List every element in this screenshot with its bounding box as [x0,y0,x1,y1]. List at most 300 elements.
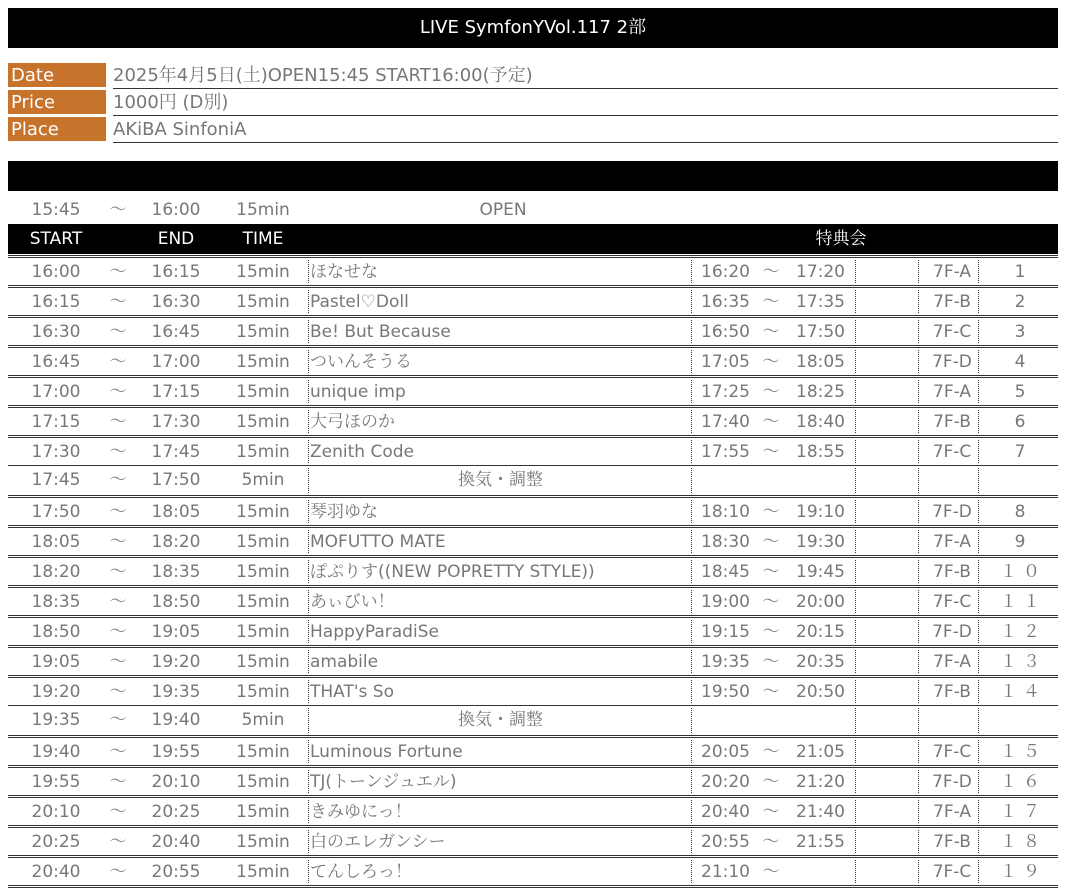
cell-room: 7F-B [933,682,971,702]
column-divider [978,260,979,283]
column-divider [978,680,979,703]
cell-time: 15min [236,772,290,792]
column-divider [308,830,309,853]
column-divider [918,500,919,523]
cell-start: 18:20 [31,562,81,582]
cell-time: 5min [241,470,285,490]
cell-tokuten-end: 19:10 [796,502,845,522]
cell-number: １５ [1000,742,1046,762]
table-row [8,255,1058,285]
cell-tilde: ～ [109,652,127,672]
cell-tokuten-tilde: ～ [762,682,780,702]
cell-tokuten-start: 20:05 [701,742,750,762]
cell-start: 16:00 [31,262,81,282]
cell-start: 16:45 [31,352,81,372]
cell-tilde: ～ [109,742,127,762]
cell-number: １７ [1000,802,1046,822]
column-divider [978,650,979,673]
cell-tokuten-end: 20:15 [796,622,845,642]
table-row [8,585,1058,615]
cell-room: 7F-A [933,382,971,402]
column-divider [308,680,309,703]
cell-tilde: ～ [109,832,127,852]
open-end: 16:00 [151,200,201,220]
cell-number: １２ [1000,622,1046,642]
cell-tokuten-tilde: ～ [762,772,780,792]
column-divider [691,380,692,403]
column-divider [691,650,692,673]
column-divider [691,830,692,853]
cell-number: 5 [1014,382,1032,402]
cell-tokuten-start: 16:35 [701,292,750,312]
cell-end: 19:55 [151,742,201,762]
cell-start: 19:35 [31,710,81,730]
table-row [8,315,1058,345]
column-divider [978,740,979,763]
cell-number: 1 [1014,262,1032,282]
cell-end: 20:55 [151,862,201,882]
column-divider [978,560,979,583]
column-divider [308,290,309,313]
column-divider [691,468,692,493]
cell-tokuten-start: 17:05 [701,352,750,372]
cell-artist: 琴羽ゆな [310,502,378,522]
cell-start: 20:10 [31,802,81,822]
header-start: START [29,229,83,249]
cell-tokuten-start: 20:40 [701,802,750,822]
table-row [8,615,1058,645]
cell-end: 17:00 [151,352,201,372]
cell-start: 17:30 [31,442,81,462]
cell-end: 17:50 [151,470,201,490]
cell-end: 18:05 [151,502,201,522]
cell-tokuten-end: 21:40 [796,802,845,822]
cell-tokuten-tilde: ～ [762,412,780,432]
column-divider [978,320,979,343]
cell-artist: TJ(トーンジュエル) [310,772,457,792]
header-end: END [157,229,195,249]
cell-break-label: 換気・調整 [458,710,543,730]
column-divider [691,770,692,793]
cell-number: １６ [1000,772,1046,792]
column-divider [918,350,919,373]
column-divider [855,620,856,643]
cell-tokuten-tilde: ～ [762,592,780,612]
cell-time: 15min [236,502,290,522]
table-row [8,735,1058,765]
cell-start: 18:50 [31,622,81,642]
cell-time: 15min [236,862,290,882]
cell-time: 15min [236,382,290,402]
table-row [8,435,1058,465]
column-divider [918,290,919,313]
column-divider [978,290,979,313]
cell-start: 20:40 [31,862,81,882]
cell-artist: HappyParadiSe [310,622,439,642]
cell-time: 15min [236,412,290,432]
column-divider [918,740,919,763]
cell-tilde: ～ [109,322,127,342]
column-divider [918,260,919,283]
column-divider [308,590,309,613]
cell-tokuten-start: 18:10 [701,502,750,522]
cell-tokuten-start: 19:50 [701,682,750,702]
cell-tokuten-end: 18:25 [796,382,845,402]
cell-tilde: ～ [109,622,127,642]
cell-tokuten-tilde: ～ [762,292,780,312]
column-divider [918,320,919,343]
column-divider [691,410,692,433]
cell-tokuten-tilde: ～ [762,502,780,522]
cell-room: 7F-B [933,832,971,852]
column-divider [855,260,856,283]
column-divider [855,410,856,433]
open-time: 15min [236,200,290,220]
cell-tilde: ～ [109,502,127,522]
table-row [8,285,1058,315]
column-divider [978,830,979,853]
cell-tilde: ～ [109,802,127,822]
table-header [8,224,1058,254]
column-divider [691,590,692,613]
cell-tokuten-start: 17:40 [701,412,750,432]
column-divider [691,440,692,463]
column-divider [308,708,309,733]
column-divider [855,650,856,673]
column-divider [978,440,979,463]
column-divider [978,468,979,493]
column-divider [918,708,919,733]
cell-tokuten-start: 19:15 [701,622,750,642]
open-row [8,198,1058,222]
cell-artist: Luminous Fortune [310,742,463,762]
open-start: 15:45 [31,200,81,220]
column-divider [978,860,979,883]
cell-artist: THAT's So [310,682,394,702]
cell-time: 15min [236,592,290,612]
cell-number: １０ [1000,562,1046,582]
cell-time: 15min [236,292,290,312]
cell-time: 15min [236,742,290,762]
cell-room: 7F-C [932,862,972,882]
cell-tokuten-tilde: ～ [762,862,780,882]
cell-tilde: ～ [109,592,127,612]
cell-end: 20:40 [151,832,201,852]
cell-tokuten-tilde: ～ [762,832,780,852]
cell-tokuten-end: 17:50 [796,322,845,342]
cell-time: 15min [236,442,290,462]
table-row [8,525,1058,555]
info-row-place [8,117,1058,144]
cell-time: 15min [236,802,290,822]
cell-room: 7F-A [933,652,971,672]
cell-number: １１ [1000,592,1046,612]
cell-tokuten-end: 18:40 [796,412,845,432]
cell-end: 19:20 [151,652,201,672]
price-value: 1000円 (D別) [113,90,1058,116]
cell-number: 9 [1014,532,1032,552]
cell-tilde: ～ [109,532,127,552]
cell-end: 16:45 [151,322,201,342]
cell-time: 15min [236,352,290,372]
open-tilde: ～ [109,200,127,220]
column-divider [918,680,919,703]
cell-time: 15min [236,622,290,642]
column-divider [308,800,309,823]
column-divider [855,290,856,313]
info-row-date [8,63,1058,90]
column-divider [691,860,692,883]
cell-number: 7 [1014,442,1032,462]
cell-artist: MOFUTTO MATE [310,532,446,552]
table-row [8,795,1058,825]
column-divider [308,500,309,523]
table-bottom-rule [8,885,1058,888]
cell-tokuten-end: 18:55 [796,442,845,462]
table-row [8,675,1058,705]
cell-end: 16:15 [151,262,201,282]
cell-tokuten-tilde: ～ [762,802,780,822]
column-divider [691,708,692,733]
cell-tilde: ～ [109,862,127,882]
cell-start: 19:40 [31,742,81,762]
cell-end: 19:35 [151,682,201,702]
cell-room: 7F-D [932,622,972,642]
cell-time: 15min [236,532,290,552]
cell-start: 18:35 [31,592,81,612]
column-divider [691,560,692,583]
column-divider [691,740,692,763]
cell-number: １４ [1000,682,1046,702]
cell-end: 20:25 [151,802,201,822]
cell-number: 8 [1014,502,1032,522]
column-divider [855,830,856,853]
cell-tokuten-end: 17:35 [796,292,845,312]
cell-end: 17:30 [151,412,201,432]
cell-start: 17:00 [31,382,81,402]
cell-end: 19:40 [151,710,201,730]
cell-end: 18:50 [151,592,201,612]
column-divider [855,468,856,493]
cell-artist: きみゆにっ！ [310,802,412,822]
column-divider [918,530,919,553]
cell-room: 7F-A [933,262,971,282]
cell-room: 7F-D [932,772,972,792]
cell-tokuten-tilde: ～ [762,532,780,552]
table-row [8,345,1058,375]
cell-room: 7F-B [933,412,971,432]
column-divider [978,530,979,553]
cell-start: 17:45 [31,470,81,490]
cell-start: 19:20 [31,682,81,702]
cell-artist: あぃびい！ [310,592,395,612]
column-divider [918,800,919,823]
column-divider [691,620,692,643]
cell-break-label: 換気・調整 [458,470,543,490]
cell-start: 18:05 [31,532,81,552]
column-divider [978,410,979,433]
column-divider [918,860,919,883]
cell-number: １３ [1000,652,1046,672]
cell-end: 18:20 [151,532,201,552]
cell-start: 20:25 [31,832,81,852]
break-row [8,705,1058,735]
cell-room: 7F-C [932,322,972,342]
cell-end: 20:10 [151,772,201,792]
place-label: Place [8,117,106,141]
cell-tokuten-end: 21:20 [796,772,845,792]
column-divider [308,530,309,553]
cell-end: 17:45 [151,442,201,462]
cell-room: 7F-C [932,742,972,762]
cell-tilde: ～ [109,412,127,432]
cell-tokuten-tilde: ～ [762,442,780,462]
cell-tokuten-tilde: ～ [762,322,780,342]
cell-tilde: ～ [109,470,127,490]
date-value: 2025年4月5日(土)OPEN15:45 START16:00(予定) [113,63,1058,89]
column-divider [855,380,856,403]
cell-start: 16:15 [31,292,81,312]
cell-artist: ついんそうる [310,352,412,372]
column-divider [978,708,979,733]
open-label: OPEN [479,200,527,220]
column-divider [855,800,856,823]
table-row [8,825,1058,855]
cell-tokuten-tilde: ～ [762,742,780,762]
column-divider [855,440,856,463]
column-divider [308,740,309,763]
cell-number: 6 [1014,412,1032,432]
cell-tokuten-start: 16:20 [701,262,750,282]
column-divider [918,830,919,853]
table-row [8,555,1058,585]
cell-tokuten-tilde: ～ [762,382,780,402]
column-divider [978,500,979,523]
cell-tokuten-end: 20:50 [796,682,845,702]
cell-artist: Pastel♡Doll [310,292,409,312]
column-divider [855,530,856,553]
column-divider [918,468,919,493]
cell-tilde: ～ [109,292,127,312]
column-divider [308,620,309,643]
column-divider [978,770,979,793]
cell-number: 2 [1014,292,1032,312]
table-row [8,855,1058,885]
cell-start: 19:05 [31,652,81,672]
cell-end: 18:35 [151,562,201,582]
cell-tokuten-tilde: ～ [762,352,780,372]
column-divider [918,620,919,643]
cell-time: 5min [241,710,285,730]
column-divider [308,650,309,673]
cell-tilde: ～ [109,352,127,372]
cell-start: 19:55 [31,772,81,792]
table-row [8,645,1058,675]
cell-tokuten-start: 17:55 [701,442,750,462]
cell-start: 17:50 [31,502,81,522]
column-divider [308,770,309,793]
cell-artist: ほなせな [310,262,378,282]
page-title: LIVE SymfonYVol.117 2部 [419,17,647,38]
cell-room: 7F-A [933,802,971,822]
column-divider [308,860,309,883]
cell-tokuten-end: 21:05 [796,742,845,762]
column-divider [308,320,309,343]
cell-tokuten-tilde: ～ [762,622,780,642]
column-divider [691,320,692,343]
cell-tilde: ～ [109,772,127,792]
date-label: Date [8,63,106,87]
column-divider [855,560,856,583]
table-row [8,375,1058,405]
column-divider [918,410,919,433]
column-divider [308,440,309,463]
column-divider [978,620,979,643]
cell-tokuten-start: 21:10 [701,862,750,882]
column-divider [308,560,309,583]
cell-number: １８ [1000,832,1046,852]
cell-artist: Be! But Because [310,322,451,342]
section-bar [8,161,1058,191]
cell-tilde: ～ [109,382,127,402]
cell-time: 15min [236,562,290,582]
cell-start: 16:30 [31,322,81,342]
cell-tokuten-end: 19:30 [796,532,845,552]
cell-tokuten-start: 20:55 [701,832,750,852]
cell-artist: amabile [310,652,379,672]
header-tokutenkai: 特典会 [815,229,867,249]
cell-end: 17:15 [151,382,201,402]
column-divider [918,560,919,583]
cell-room: 7F-B [933,562,971,582]
column-divider [691,800,692,823]
cell-room: 7F-D [932,502,972,522]
cell-room: 7F-A [933,532,971,552]
column-divider [855,590,856,613]
cell-tokuten-end: 20:35 [796,652,845,672]
cell-time: 15min [236,682,290,702]
column-divider [855,860,856,883]
place-value: AKiBA SinfoniA [113,117,1058,143]
cell-time: 15min [236,832,290,852]
cell-room: 7F-C [932,592,972,612]
column-divider [855,708,856,733]
cell-tokuten-start: 19:35 [701,652,750,672]
cell-tokuten-start: 16:50 [701,322,750,342]
column-divider [855,740,856,763]
cell-end: 19:05 [151,622,201,642]
column-divider [691,530,692,553]
cell-start: 17:15 [31,412,81,432]
break-row [8,465,1058,495]
column-divider [308,260,309,283]
cell-time: 15min [236,322,290,342]
column-divider [918,770,919,793]
cell-time: 15min [236,652,290,672]
info-row-price [8,90,1058,117]
cell-tokuten-start: 20:20 [701,772,750,792]
column-divider [691,500,692,523]
cell-room: 7F-D [932,352,972,372]
cell-tokuten-start: 18:45 [701,562,750,582]
cell-number: １９ [1000,862,1046,882]
column-divider [308,380,309,403]
cell-tokuten-tilde: ～ [762,262,780,282]
table-row [8,765,1058,795]
column-divider [855,770,856,793]
column-divider [978,800,979,823]
column-divider [691,680,692,703]
